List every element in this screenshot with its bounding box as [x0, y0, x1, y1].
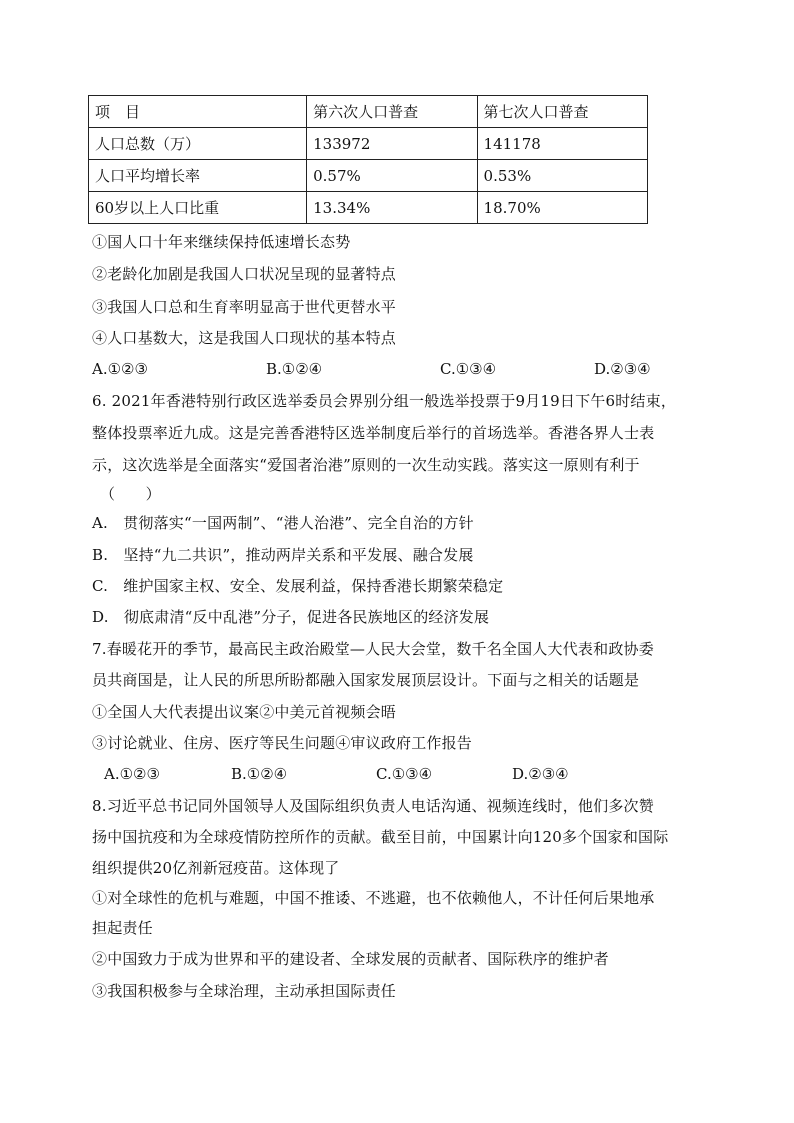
- q8-statement: 担起责任: [92, 919, 153, 937]
- q7-stem: 员共商国是，让人民的所思所盼都融入国家发展顶层设计。下面与之相关的话题是: [92, 671, 640, 689]
- q8-statement: ①对全球性的危机与难题，中国不推诿、不逃避，也不依赖他人，不计任何后果地承: [92, 889, 655, 907]
- q7-statement: ①全国人大代表提出议案②中美元首视频会晤: [92, 703, 397, 721]
- option-a: A.①②③: [104, 765, 160, 783]
- q5-options: [92, 359, 651, 379]
- table-cell: 60岁以上人口比重: [89, 192, 307, 224]
- option-c: C.①③④: [440, 360, 497, 378]
- q8-stem: 8.习近平总书记同外国领导人及国际组织负责人电话沟通、视频连线时，他们多次赞: [92, 797, 654, 815]
- q7-stem: 7.春暖花开的季节，最高民主政治殿堂—人民大会堂，数千名全国人大代表和政协委: [92, 640, 654, 658]
- table-row: [89, 160, 648, 192]
- option-d: D.②③④: [512, 765, 569, 783]
- option-b: B.①②④: [266, 360, 323, 378]
- table-cell: 13.34%: [307, 192, 477, 224]
- option-a: A.①②③: [92, 360, 148, 378]
- q7-statement: ③讨论就业、住房、医疗等民生问题④审议政府工作报告: [92, 734, 473, 752]
- table-row: [89, 128, 648, 160]
- option-b: B.①②④: [231, 765, 288, 783]
- q8-stem: 扬中国抗疫和为全球疫情防控所作的贡献。截至目前，中国累计向120多个国家和国际: [92, 828, 669, 846]
- q6-stem: 6. 2021年香港特别行政区选举委员会界别分组一般选举投票于9月19日下午6时结束，: [92, 392, 677, 410]
- table-header-row: [89, 96, 648, 128]
- table-cell: 141178: [477, 128, 647, 160]
- table-cell: 人口总数（万）: [89, 128, 307, 160]
- q6-option-d: D. 彻底肃清“反中乱港”分子，促进各民族地区的经济发展: [92, 608, 490, 626]
- table-row: [89, 192, 648, 224]
- option-c: C.①③④: [376, 765, 433, 783]
- table-header-cell: 第七次人口普查: [477, 96, 647, 128]
- table-cell: 0.57%: [307, 160, 477, 192]
- q6-option-b: B. 坚持“九二共识”，推动两岸关系和平发展、融合发展: [92, 546, 474, 564]
- q5-statement: ③我国人口总和生育率明显高于世代更替水平: [92, 298, 397, 316]
- table-header-cell: 项 目: [89, 96, 307, 128]
- q8-statement: ②中国致力于成为世界和平的建设者、全球发展的贡献者、国际秩序的维护者: [92, 950, 609, 968]
- option-d: D.②③④: [594, 360, 651, 378]
- q5-statement: ①国人口十年来继续保持低速增长态势: [92, 233, 351, 251]
- q7-options: [104, 764, 569, 784]
- table-cell: 133972: [307, 128, 477, 160]
- table-cell: 18.70%: [477, 192, 647, 224]
- census-table: [88, 95, 648, 224]
- q6-stem: 示，这次选举是全面落实“爱国者治港”原则的一次生动实践。落实这一原则有利于: [92, 456, 640, 474]
- q6-option-c: C. 维护国家主权、安全、发展利益，保持香港长期繁荣稳定: [92, 577, 504, 595]
- table-cell: 0.53%: [477, 160, 647, 192]
- table-header-cell: 第六次人口普查: [307, 96, 477, 128]
- q5-statement: ④人口基数大，这是我国人口现状的基本特点: [92, 329, 397, 347]
- q6-stem: 整体投票率近九成。这是完善香港特区选举制度后举行的首场选举。香港各界人士表: [92, 424, 655, 442]
- q6-answer-blank: （ ）: [100, 485, 161, 503]
- table-cell: 人口平均增长率: [89, 160, 307, 192]
- q8-stem: 组织提供20亿剂新冠疫苗。这体现了: [92, 859, 340, 877]
- q6-option-a: A. 贯彻落实“一国两制”、“港人治港”、完全自治的方针: [92, 514, 474, 532]
- q8-statement: ③我国积极参与全球治理，主动承担国际责任: [92, 982, 397, 1000]
- q5-statement: ②老龄化加剧是我国人口状况呈现的显著特点: [92, 265, 397, 283]
